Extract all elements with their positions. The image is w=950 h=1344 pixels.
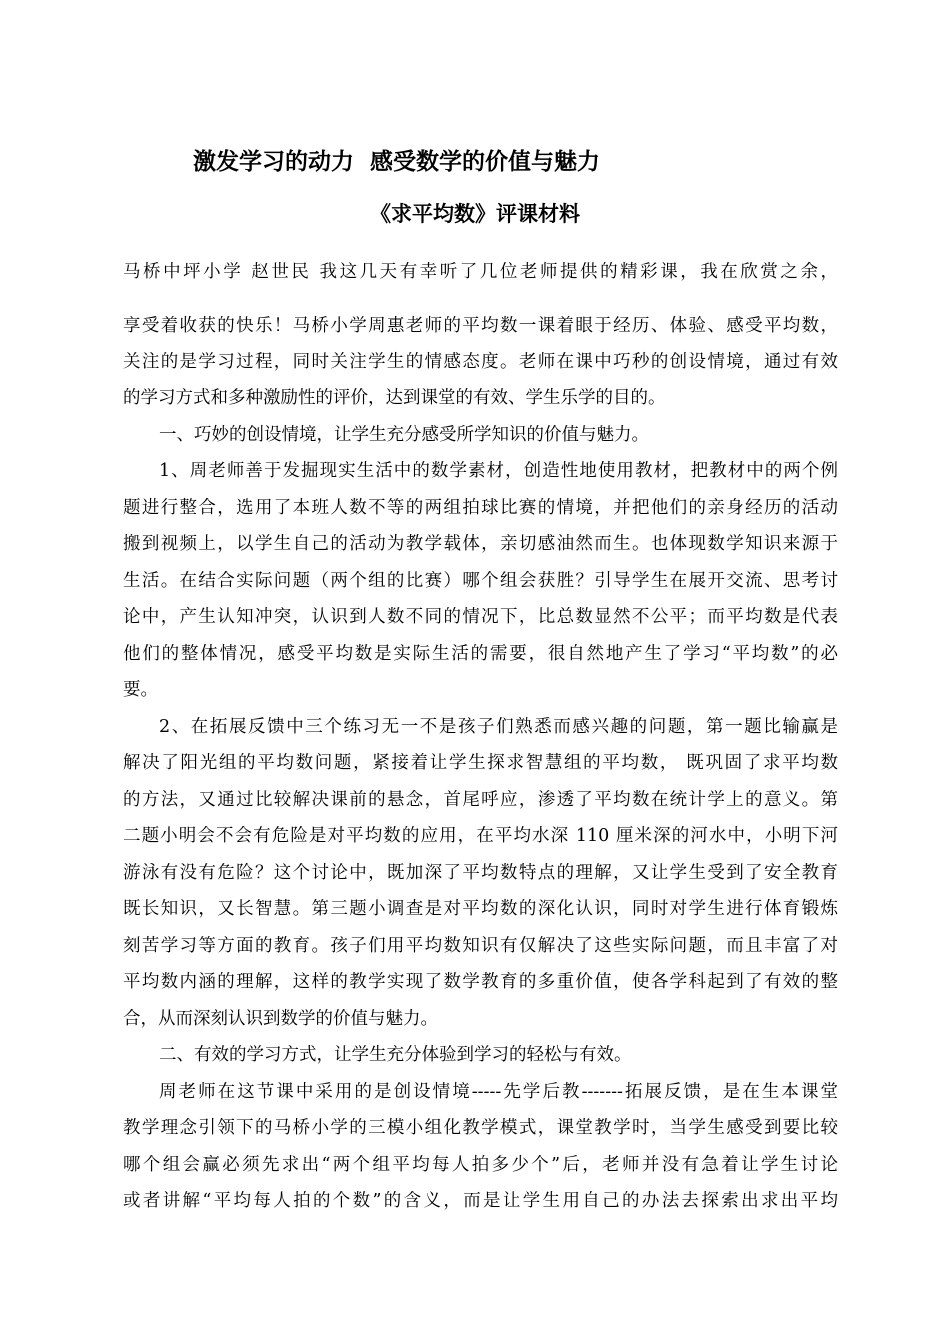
document-subtitle: 《求平均数》评课材料: [370, 201, 580, 226]
paragraph-line: 关注的是学习过程，同时关注学生的情感态度。老师在课中巧秒的创设情境，通过有效: [123, 352, 838, 372]
paragraph-line: 生活。在结合实际问题（两个组的比赛）哪个组会获胜？引导学生在展开交流、思考讨: [123, 571, 838, 591]
section-heading: 二、有效的学习方式，让学生充分体验到学习的轻松与有效。: [159, 1045, 632, 1065]
paragraph-line: 搬到视频上，以学生自己的活动为教学载体，亲切感油然而生。也体现数学知识来源于: [123, 534, 838, 554]
paragraph-line: 享受着收获的快乐！马桥小学周惠老师的平均数一课着眼于经历、体验、感受平均数，: [123, 316, 838, 336]
paragraph-line: 论中，产生认知冲突，认识到人数不同的情况下，比总数显然不公平；而平均数是代表: [123, 607, 838, 627]
paragraph-line: 平均数内涵的理解，这样的教学实现了数学教育的多重价值，使各学科起到了有效的整: [123, 972, 838, 992]
paragraph-line: 或者讲解“平均每人拍的个数”的含义，而是让学生用自己的办法去探索出求出平均: [123, 1191, 838, 1211]
paragraph-line: 的方法，又通过比较解决课前的悬念，首尾呼应，渗透了平均数在统计学上的意义。第: [123, 790, 838, 810]
paragraph-line: 马桥中坪小学 赵世民 我这几天有幸听了几位老师提供的精彩课，我在欣赏之余，: [123, 262, 838, 282]
paragraph-line: 解决了阳光组的平均数问题，紧接着让学生探求智慧组的平均数， 既巩固了求平均数: [123, 753, 838, 773]
paragraph-line: 合，从而深刻认识到数学的价值与魅力。: [123, 1009, 438, 1029]
section-heading: 一、巧妙的创设情境，让学生充分感受所学知识的价值与魅力。: [159, 425, 649, 445]
paragraph-line: 周老师在这节课中采用的是创设情境-----先学后教-------拓展反馈，是在生本课堂: [159, 1082, 838, 1102]
paragraph-line: 1、周老师善于发掘现实生活中的数学素材，创造性地使用教材，把教材中的两个例: [159, 461, 838, 481]
paragraph-line: 既长知识，又长智慧。第三题小调查是对平均数的深化认识，同时对学生进行体育锻炼: [123, 899, 838, 919]
document-title: 激发学习的动力 感受数学的价值与魅力: [193, 148, 601, 175]
paragraph-line: 题进行整合，选用了本班人数不等的两组拍球比赛的情境，并把他们的亲身经历的活动: [123, 498, 838, 518]
paragraph-line: 教学理念引领下的马桥小学的三模小组化教学模式，课堂教学时，当学生感受到要比较: [123, 1118, 838, 1138]
paragraph-line: 二题小明会不会有危险是对平均数的应用，在平均水深 110 厘米深的河水中，小明下河: [123, 826, 838, 846]
paragraph-line: 游泳有没有危险？这个讨论中，既加深了平均数特点的理解，又让学生受到了安全教育: [123, 863, 838, 883]
paragraph-line: 的学习方式和多种激励性的评价，达到课堂的有效、学生乐学的目的。: [123, 388, 666, 408]
paragraph-line: 2、在拓展反馈中三个练习无一不是孩子们熟悉而感兴趣的问题，第一题比输赢是: [159, 717, 838, 737]
paragraph-line: 要。: [123, 680, 158, 700]
paragraph-line: 刻苦学习等方面的教育。孩子们用平均数知识有仅解决了这些实际问题，而且丰富了对: [123, 936, 838, 956]
paragraph-line: 他们的整体情况，感受平均数是实际生活的需要，很自然地产生了学习“平均数”的必: [123, 644, 838, 664]
paragraph-line: 哪个组会赢必须先求出“两个组平均每人拍多少个”后，老师并没有急着让学生讨论: [123, 1155, 838, 1175]
